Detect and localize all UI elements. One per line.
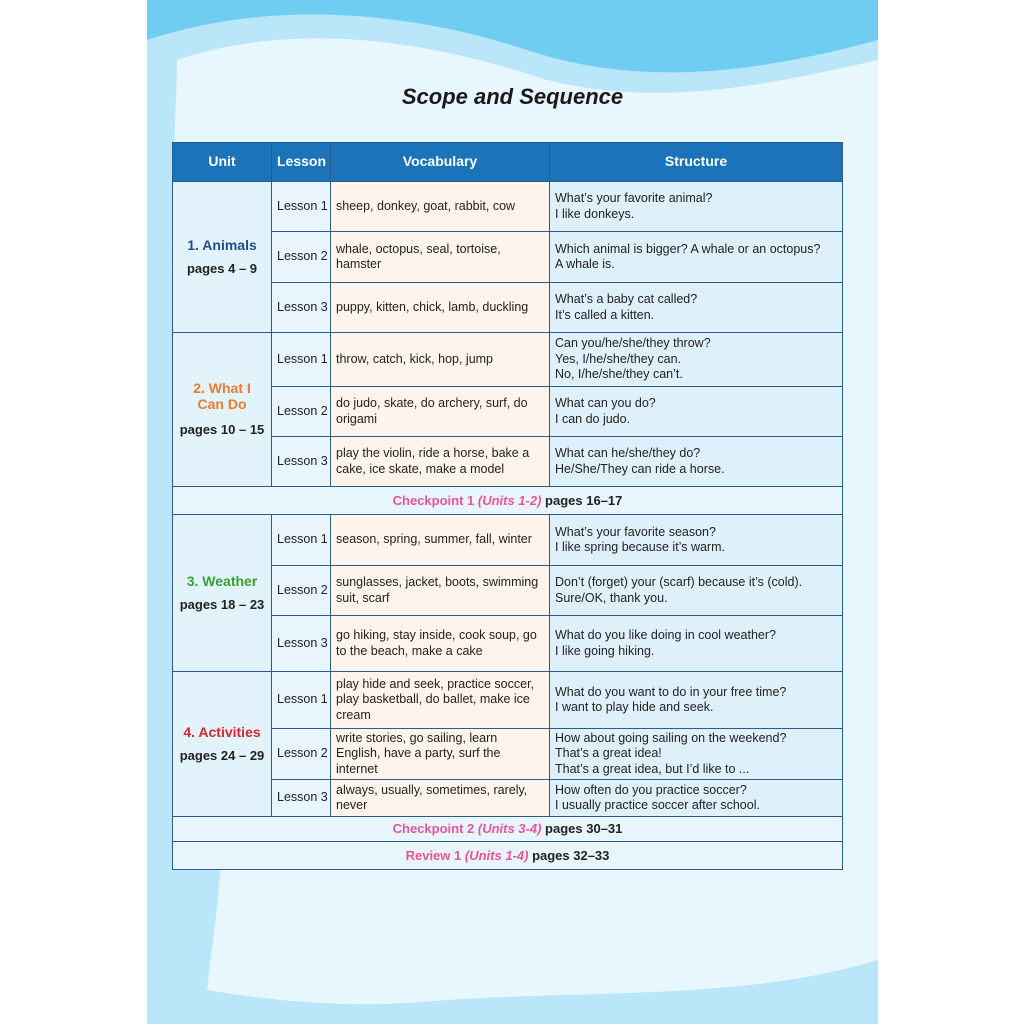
vocabulary-cell: whale, octopus, seal, tortoise, hamster [331,232,550,283]
lesson-label: Lesson 1 [272,672,331,729]
structure-cell [550,182,843,232]
table-row [173,566,843,616]
table-row [173,182,843,232]
structure-line: What’s your favorite season? [555,524,716,539]
checkpoint-units: (Units 1-2) [477,492,542,508]
structure-line: What’s a baby cat called? [555,292,698,306]
table-row [173,672,843,729]
checkpoint-cell [173,817,843,842]
header-unit: Unit [173,143,272,182]
checkpoint-units: (Units 1-4) [464,847,529,863]
structure-line: A whale is. [555,257,615,271]
unit-pages: pages 24 – 29 [179,748,265,763]
structure-line: What do you want to do in your free time? [555,684,787,699]
structure-line: Don’t (forget) your (scarf) because it’s (cold). [555,575,803,589]
lesson-label: Lesson 1 [272,182,331,232]
structure-line: How about going sailing on the weekend? [555,730,787,745]
lesson-label: Lesson 2 [272,387,331,437]
unit-name: 3. Weather [186,572,258,589]
unit-name: 4. Activities [183,723,261,740]
structure-line: Which animal is bigger? A whale or an octopus? [555,241,821,256]
scope-sequence-table [172,142,843,870]
structure-line: I can do judo. [555,411,631,426]
checkpoint-pages: pages 30–31 [545,821,623,837]
unit-name: 2. What I Can Do [193,380,251,412]
header-vocabulary: Vocabulary [331,143,550,182]
table-row [173,333,843,387]
structure-line: No, I/he/she/they can’t. [555,367,683,382]
structure-line: I like donkeys. [555,206,635,221]
checkpoint-label: Checkpoint 1 [392,492,475,508]
structure-line: I like spring because it’s warm. [555,540,725,554]
lesson-label: Lesson 3 [272,616,331,672]
checkpoint-pages: pages 16–17 [545,492,623,508]
structure-line: Can you/he/she/they throw? [555,336,711,351]
lesson-label: Lesson 3 [272,437,331,487]
vocabulary-cell: do judo, skate, do archery, surf, do origami [331,387,550,437]
lesson-label: Lesson 3 [272,780,331,817]
unit-cell [173,515,272,672]
lesson-label: Lesson 3 [272,283,331,333]
vocabulary-cell: always, usually, sometimes, rarely, never [331,780,550,817]
unit-cell [173,182,272,333]
table-row [173,729,843,780]
unit-pages: pages 18 – 23 [179,597,265,612]
table-row [173,283,843,333]
lesson-label: Lesson 2 [272,566,331,616]
checkpoint-row [173,817,843,842]
lesson-label: Lesson 2 [272,729,331,780]
structure-line: What can you do? [555,396,656,410]
unit-cell [173,672,272,817]
checkpoint-cell [173,842,843,870]
structure-line: I usually practice soccer after school. [555,798,760,812]
structure-line: That’s a great idea! [555,746,662,761]
structure-cell [550,232,843,283]
structure-cell [550,566,843,616]
lesson-label: Lesson 1 [272,515,331,566]
vocabulary-cell: go hiking, stay inside, cook soup, go to the beach, make a cake [331,616,550,672]
structure-line: What do you like doing in cool weather? [555,628,776,642]
structure-line: It’s called a kitten. [555,307,655,322]
vocabulary-cell: write stories, go sailing, learn English, have a party, surf the internet [331,729,550,780]
checkpoint-units: (Units 3-4) [477,821,542,837]
checkpoint-label: Review 1 [405,847,462,863]
vocabulary-cell: sheep, donkey, goat, rabbit, cow [331,182,550,232]
structure-line: What’s your favorite animal? [555,191,713,205]
header-structure: Structure [550,143,843,182]
vocabulary-cell: puppy, kitten, chick, lamb, duckling [331,283,550,333]
structure-cell [550,780,843,817]
structure-cell [550,616,843,672]
table-header-row [173,143,843,182]
structure-cell [550,729,843,780]
table-row [173,437,843,487]
unit-cell [173,333,272,487]
structure-cell [550,333,843,387]
structure-cell [550,437,843,487]
structure-line: I like going hiking. [555,643,655,658]
unit-pages: pages 10 – 15 [179,422,265,438]
structure-line: Sure/OK, thank you. [555,590,668,605]
structure-cell [550,387,843,437]
table-row [173,515,843,566]
table-row [173,387,843,437]
unit-pages: pages 4 – 9 [186,261,258,276]
vocabulary-cell: play the violin, ride a horse, bake a cake, ice skate, make a model [331,437,550,487]
structure-cell [550,515,843,566]
checkpoint-row [173,487,843,515]
table-row [173,780,843,817]
vocabulary-cell: throw, catch, kick, hop, jump [331,333,550,387]
checkpoint-cell [173,487,843,515]
table-row [173,616,843,672]
structure-line: How often do you practice soccer? [555,782,747,797]
unit-name: 1. Animals [187,236,257,253]
lesson-label: Lesson 1 [272,333,331,387]
page-title: Scope and Sequence [401,84,624,109]
checkpoint-pages: pages 32–33 [532,847,610,863]
header-lesson: Lesson [272,143,331,182]
structure-line: What can he/she/they do? [555,446,701,460]
structure-line: That’s a great idea, but I’d like to ... [555,761,750,776]
structure-line: He/She/They can ride a horse. [555,461,725,476]
structure-cell [550,672,843,729]
checkpoint-row [173,842,843,870]
structure-line: I want to play hide and seek. [555,700,714,714]
vocabulary-cell: sunglasses, jacket, boots, swimming suit, scarf [331,566,550,616]
structure-line: Yes, I/he/she/they can. [555,351,682,366]
vocabulary-cell: play hide and seek, practice soccer, play basketball, do ballet, make ice cream [331,672,550,729]
structure-cell [550,283,843,333]
lesson-label: Lesson 2 [272,232,331,283]
vocabulary-cell: season, spring, summer, fall, winter [331,515,550,566]
table-row [173,232,843,283]
checkpoint-label: Checkpoint 2 [392,821,475,837]
